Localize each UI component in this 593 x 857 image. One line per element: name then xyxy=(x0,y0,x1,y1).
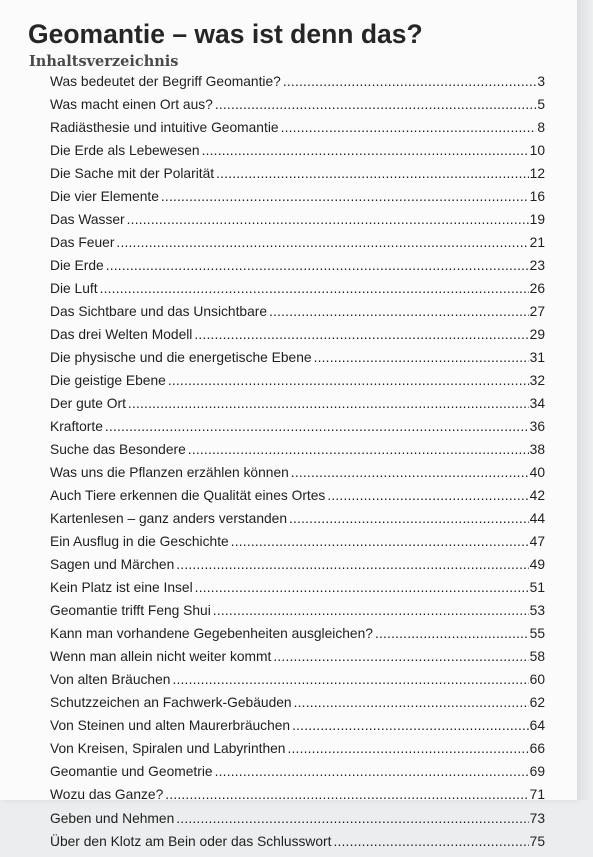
toc-entry-page: 51 xyxy=(529,580,545,596)
toc-entry-title: Wozu das Ganze? xyxy=(50,787,164,803)
dot-leader xyxy=(327,488,528,503)
toc-entry-title: Was bedeutet der Begriff Geomantie? xyxy=(50,74,281,89)
dot-leader xyxy=(273,649,528,664)
toc-entry xyxy=(50,834,545,857)
toc-entry-page: 53 xyxy=(529,603,545,619)
toc-entry-page: 38 xyxy=(529,442,545,458)
toc-entry-title: Radiästhesie und intuitive Geomantie xyxy=(50,120,279,136)
toc-entry-page: 10 xyxy=(529,143,545,159)
toc-entry-title: Die Sache mit der Polarität xyxy=(50,166,215,182)
dot-leader xyxy=(269,304,529,319)
toc-entry-title: Die vier Elemente xyxy=(50,189,159,205)
toc-entry-page: 36 xyxy=(529,419,545,435)
toc-entry xyxy=(50,97,545,120)
toc-entry xyxy=(50,350,545,373)
toc-entry-title: Kann man vorhandene Gegebenheiten ausgleichen? xyxy=(50,626,373,642)
toc-entry xyxy=(50,304,545,327)
toc-entry xyxy=(50,603,545,626)
dot-leader xyxy=(105,419,529,434)
toc-entry-page: 31 xyxy=(529,350,545,366)
dot-leader xyxy=(161,189,529,204)
dot-leader xyxy=(283,74,536,89)
toc-entry-title: Die Erde xyxy=(50,258,104,274)
toc-entry-page: 26 xyxy=(529,281,545,297)
toc-entry-page: 8 xyxy=(537,120,545,136)
toc-entry-page: 71 xyxy=(529,787,545,803)
toc-entry xyxy=(50,465,545,488)
toc-entry xyxy=(50,511,545,534)
dot-leader xyxy=(287,741,528,756)
page-title: Geomantie – was ist denn das? xyxy=(28,19,423,49)
toc-entry xyxy=(50,373,545,396)
toc-entry xyxy=(50,189,545,212)
toc-entry-page: 32 xyxy=(529,373,545,389)
toc-entry xyxy=(50,811,545,834)
dot-leader xyxy=(194,327,528,342)
dot-leader xyxy=(289,511,529,526)
toc-entry xyxy=(50,764,545,787)
dot-leader xyxy=(188,442,529,457)
toc-entry-page: 73 xyxy=(529,810,545,826)
toc-entry-page: 64 xyxy=(529,718,545,734)
toc-entry-page: 55 xyxy=(529,626,545,642)
toc-entry xyxy=(50,258,545,281)
toc-entry xyxy=(50,626,545,649)
toc-entry-title: Geben und Nehmen xyxy=(50,810,175,826)
toc-entry xyxy=(50,718,545,741)
toc-entry-page: 27 xyxy=(529,304,545,320)
dot-leader xyxy=(176,557,528,572)
dot-leader xyxy=(375,626,529,641)
toc-entry-title: Schutzzeichen an Fachwerk-Gebäuden xyxy=(50,695,292,711)
dot-leader xyxy=(127,212,529,227)
toc-entry xyxy=(50,327,545,350)
dot-leader xyxy=(213,603,529,618)
toc-entry-page: 42 xyxy=(529,488,545,504)
dot-leader xyxy=(172,672,528,687)
toc-entry-title: Von alten Bräuchen xyxy=(50,672,171,688)
toc-entry-page: 60 xyxy=(529,672,545,688)
toc-entry-title: Kein Platz ist eine Insel xyxy=(50,580,193,596)
toc-entry-title: Das Wasser xyxy=(50,212,125,228)
toc-entry-title: Von Kreisen, Spiralen und Labyrinthen xyxy=(50,741,286,757)
toc-entry xyxy=(50,580,545,603)
toc-entry xyxy=(50,649,545,672)
toc-entry-page: 58 xyxy=(529,649,545,665)
dot-leader xyxy=(215,97,536,112)
toc-entry-title: Die physische und die energetische Ebene xyxy=(50,350,312,366)
toc-entry xyxy=(50,212,545,235)
toc-entry-title: Geomantie trifft Feng Shui xyxy=(50,603,211,619)
toc-entry-title: Was uns die Pflanzen erzählen können xyxy=(50,465,289,481)
toc-entry-title: Sagen und Märchen xyxy=(50,557,175,573)
dot-leader xyxy=(100,281,529,296)
toc-entry xyxy=(50,672,545,695)
toc-entry xyxy=(50,488,545,511)
toc-entry-page: 69 xyxy=(529,764,545,780)
toc-entry-title: Was macht einen Ort aus? xyxy=(50,97,213,113)
table-of-contents xyxy=(50,74,545,857)
toc-entry-page: 21 xyxy=(529,235,545,251)
toc-entry xyxy=(50,235,545,258)
toc-heading: Inhaltsverzeichnis xyxy=(29,53,179,70)
toc-entry xyxy=(50,534,545,557)
toc-entry-page: 3 xyxy=(537,74,545,89)
toc-entry-title: Das drei Welten Modell xyxy=(50,327,193,343)
dot-leader xyxy=(128,396,529,411)
toc-entry-title: Geomantie und Geometrie xyxy=(50,764,213,780)
toc-entry-title: Kraftorte xyxy=(50,419,103,435)
toc-entry-page: 66 xyxy=(529,741,545,757)
toc-entry xyxy=(50,557,545,580)
dot-leader xyxy=(231,534,529,549)
page-edge xyxy=(577,0,593,800)
toc-entry-title: Die geistige Ebene xyxy=(50,373,166,389)
toc-entry-title: Suche das Besondere xyxy=(50,442,186,458)
dot-leader xyxy=(216,166,529,181)
toc-entry-title: Der gute Ort xyxy=(50,396,126,412)
toc-entry-page: 75 xyxy=(529,833,545,849)
dot-leader xyxy=(291,465,529,480)
toc-entry-page: 34 xyxy=(529,396,545,412)
toc-entry-title: Das Sichtbare und das Unsichtbare xyxy=(50,304,268,320)
toc-entry xyxy=(50,143,545,166)
toc-entry-page: 29 xyxy=(529,327,545,343)
dot-leader xyxy=(292,718,529,733)
dot-leader xyxy=(165,787,528,802)
toc-entry-title: Wenn man allein nicht weiter kommt xyxy=(50,649,272,665)
dot-leader xyxy=(281,120,537,135)
toc-entry-title: Kartenlesen – ganz anders verstanden xyxy=(50,511,288,527)
toc-entry-page: 12 xyxy=(529,166,545,182)
toc-entry-page: 62 xyxy=(529,695,545,711)
toc-entry-title: Die Luft xyxy=(50,281,98,297)
toc-entry xyxy=(50,419,545,442)
toc-entry-title: Auch Tiere erkennen die Qualität eines Ortes xyxy=(50,488,326,504)
toc-entry-page: 40 xyxy=(529,465,545,481)
toc-entry xyxy=(50,787,545,810)
toc-entry-page: 47 xyxy=(529,534,545,550)
dot-leader xyxy=(294,695,529,710)
toc-entry xyxy=(50,166,545,189)
dot-leader xyxy=(106,258,529,273)
toc-entry-title: Von Steinen und alten Maurerbräuchen xyxy=(50,718,291,734)
dot-leader xyxy=(215,764,529,779)
toc-entry-title: Über den Klotz am Bein oder das Schlusswort xyxy=(50,833,332,849)
toc-entry-title: Die Erde als Lebewesen xyxy=(50,143,200,159)
toc-entry-title: Ein Ausflug in die Geschichte xyxy=(50,534,229,550)
toc-entry xyxy=(50,120,545,143)
toc-entry xyxy=(50,695,545,718)
dot-leader xyxy=(176,811,528,826)
toc-entry-page: 49 xyxy=(529,557,545,573)
toc-entry xyxy=(50,442,545,465)
toc-entry-title: Das Feuer xyxy=(50,235,115,251)
toc-entry xyxy=(50,281,545,304)
toc-entry xyxy=(50,741,545,764)
toc-entry-page: 19 xyxy=(529,212,545,228)
toc-entry-page: 23 xyxy=(529,258,545,274)
dot-leader xyxy=(202,143,529,158)
dot-leader xyxy=(116,235,528,250)
dot-leader xyxy=(314,350,529,365)
dot-leader xyxy=(195,580,529,595)
dot-leader xyxy=(168,373,529,388)
toc-entry-page: 44 xyxy=(529,511,545,527)
toc-entry-page: 5 xyxy=(537,97,545,113)
toc-entry-page: 16 xyxy=(529,189,545,205)
dot-leader xyxy=(333,834,528,849)
toc-entry xyxy=(50,74,545,97)
toc-entry xyxy=(50,396,545,419)
